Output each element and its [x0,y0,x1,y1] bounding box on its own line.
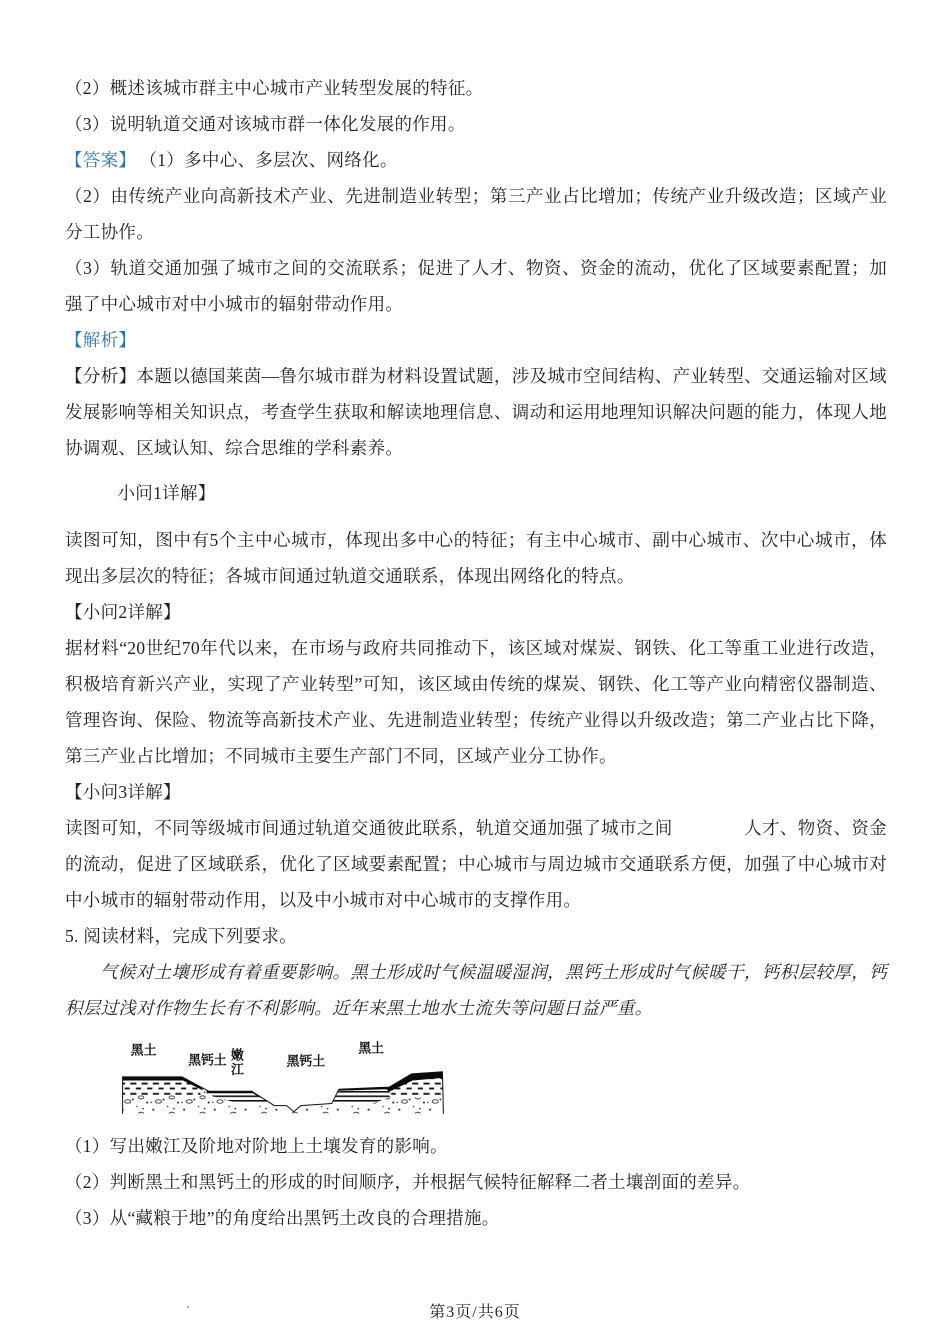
q5-sub-question-1: （1）写出嫩江及阶地对阶地上土壤发育的影响。 [65,1136,448,1156]
q4-answer-2: （2）由传统产业向高新技术产业、先进制造业转型；第三产业占比增加；传统产业升级改造；区域产业分工协作。 [65,186,887,242]
q5-sub-question-3: （3）从“藏粮于地”的角度给出黑钙土改良的合理措施。 [65,1208,500,1228]
q4-answer-3: （3）轨道交通加强了城市之间的交流联系；促进了人才、物资、资金的流动，优化了区域要素配置；加强了中心城市对中小城市的辐射带动作用。 [65,258,887,314]
analysis-label: 【分析】 [65,366,137,386]
soil-terrace-cross-section-figure [115,1040,450,1122]
q5-material-paragraph: 气候对土壤形成有着重要影响。黑土形成时气候温暖湿润，黑钙土形成时气候暖干，钙积层较厚，钙积层过浅对作物生长有不利影响。近年来黑土地水土流失等问题日益严重。 [65,962,887,1018]
figure-label-river-char2: 江 [231,1062,244,1077]
analysis-section-tag: 【解析】 [65,330,137,350]
figure-label-river-char1: 嫩 [231,1048,244,1063]
cross-section-diagram [115,1040,450,1122]
q4-detail1-heading: 小问1详解】 [117,483,216,503]
q4-answer-1: （1）多中心、多层次、网络化。 [148,150,398,170]
q4-detail1-text: 读图可知，图中有5个主中心城市，体现出多中心的特征；有主中心城市、副中心城市、次中心城市，体现出多层次的特征；各城市间通过轨道交通联系，体现出网络化的特点。 [65,530,887,586]
figure-label-left-chernozem: 黑钙土 [188,1053,227,1068]
analysis-text: 本题以德国莱茵—鲁尔城市群为材料设置试题，涉及城市空间结构、产业转型、交通运输对区域发展影响等相关知识点，考查学生获取和解读地理信息、调动和运用地理知识解决问题的能力，体现人地协调观、区域认知、综合思维的学科素养。 [65,366,887,458]
q4-answer-line1 [65,142,887,178]
q4-sub-question-3: （3）说明轨道交通对该城市群一体化发展的作用。 [65,114,466,134]
page-footer: 第3页/共6页 [429,1304,521,1321]
q5-sub-question-2: （2）判断黑土和黑钙土的形成的时间顺序，并根据气候特征解释二者土壤剖面的差异。 [65,1172,751,1192]
q4-detail2-text: 据材料“20世纪70年代以来，在市场与政府共同推动下，该区域对煤炭、钢铁、化工等重工业进行改造，积极培育新兴产业，实现了产业转型”可知，该区域由传统的煤炭、钢铁、化工等产业向精密仪器制造、管理咨询、保险、物流等高新技术产业、先进制造业转型；传统产业得以升级改造；第二产业占比下降，第三产业占比增加；不同城市主要生产部门不同，区域产业分工协作。 [65,638,887,766]
q4-detail3-text: 读图可知，不同等级城市间通过轨道交通彼此联系，轨道交通加强了城市之间 人才、物资、资金的流动，促进了区域联系，优化了区域要素配置；中心城市与周边城市交通联系方便，加强了中心城市对中小城市的辐射带动作用，以及中小城市对中心城市的支撑作用。 [65,818,887,910]
figure-label-right-chernozem: 黑钙土 [286,1054,325,1069]
q4-detail2-heading: 【小问2详解】 [65,602,181,622]
soil-body [119,1040,447,1122]
q4-sub-question-2: （2）概述该城市群主中心城市产业转型发展的特征。 [65,78,484,98]
q5-heading: 5. 阅读材料，完成下列要求。 [65,926,297,946]
q4-detail3-heading: 【小问3详解】 [65,782,181,802]
answer-tag: 【答案】 [65,150,137,170]
q4-analysis-paragraph [65,358,887,466]
figure-label-left-black-soil: 黑土 [130,1043,157,1058]
figure-label-right-black-soil: 黑土 [358,1041,384,1056]
